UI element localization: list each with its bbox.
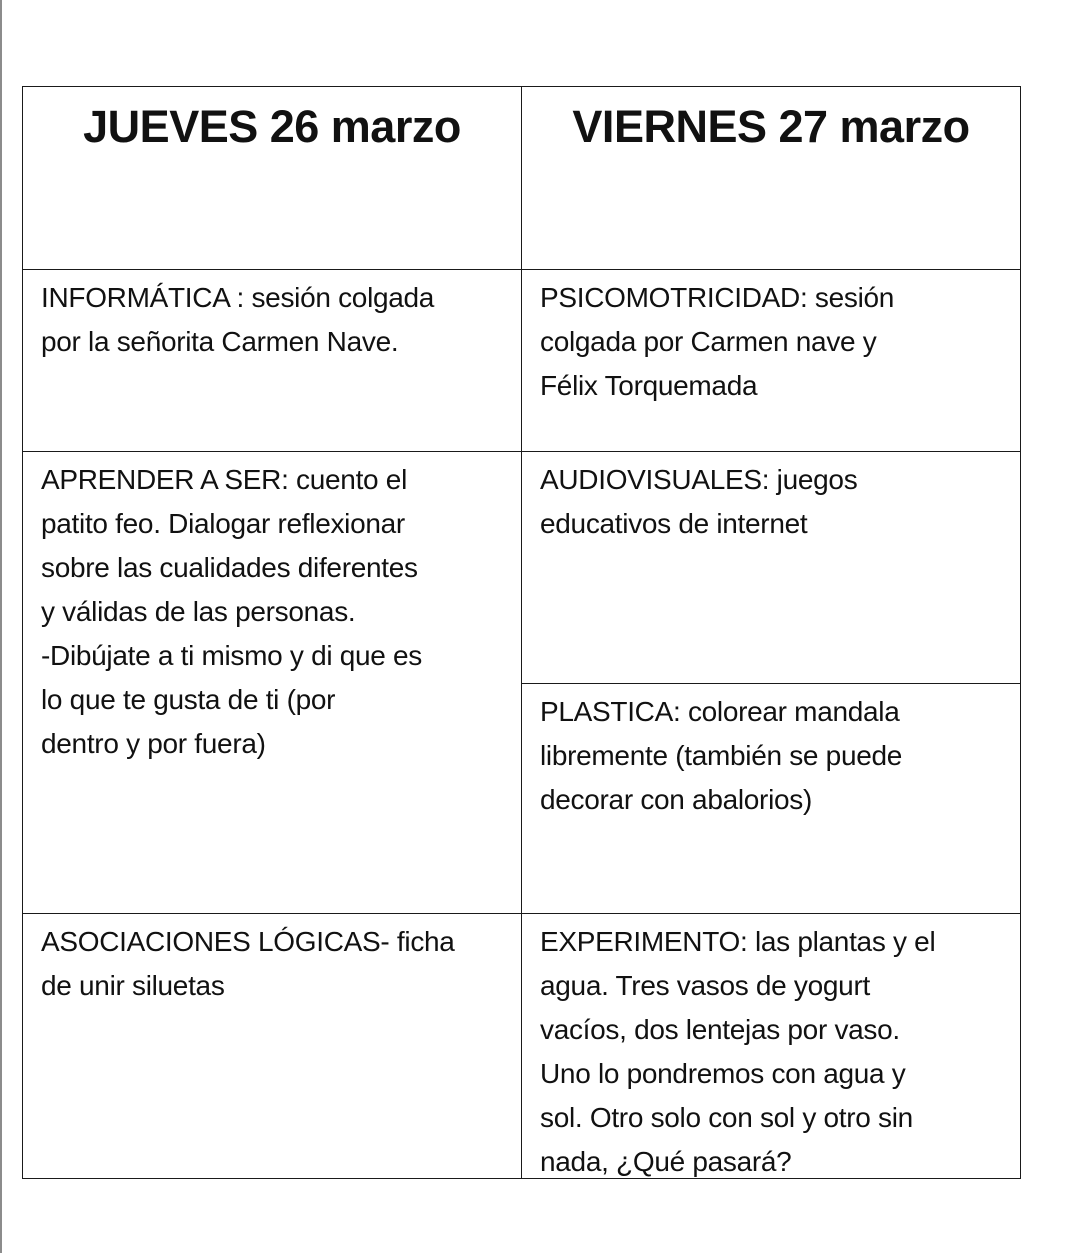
cell-audiovisuales [522, 451, 1020, 683]
cell-text-line: educativos de internet [540, 508, 808, 539]
schedule-table [22, 86, 1021, 1179]
cell-asociaciones-logicas [23, 913, 521, 1178]
cell-text-line: PSICOMOTRICIDAD: sesión [540, 282, 895, 313]
cell-text-line: lo que te gusta de ti (por [41, 684, 336, 715]
cell-text-line: y válidas de las personas. [41, 596, 356, 627]
page-edge-line [0, 0, 2, 1253]
cell-text-line: vacíos, dos lentejas por vaso. [540, 1014, 900, 1045]
cell-text-line: Uno lo pondremos con agua y [540, 1058, 906, 1089]
column-viernes [522, 87, 1020, 1178]
header-jueves [23, 87, 521, 269]
cell-text-line: ASOCIACIONES LÓGICAS- ficha [41, 926, 455, 957]
cell-text-line: de unir siluetas [41, 970, 225, 1001]
cell-text-line: sol. Otro solo con sol y otro sin [540, 1102, 913, 1133]
cell-text-line: PLASTICA: colorear mandala [540, 696, 900, 727]
cell-text-line: libremente (también se puede [540, 740, 903, 771]
cell-text-line: agua. Tres vasos de yogurt [540, 970, 870, 1001]
cell-plastica [522, 683, 1020, 913]
cell-text-line: APRENDER A SER: cuento el [41, 464, 408, 495]
cell-text-line: AUDIOVISUALES: juegos [540, 464, 858, 495]
cell-text-line: Félix Torquemada [540, 370, 758, 401]
cell-psicomotricidad [522, 269, 1020, 451]
header-viernes [522, 87, 1020, 269]
cell-text-line: colgada por Carmen nave y [540, 326, 877, 357]
cell-text-line: por la señorita Carmen Nave. [41, 326, 399, 357]
column-jueves [23, 87, 522, 1178]
cell-text-line: decorar con abalorios) [540, 784, 812, 815]
cell-informatica [23, 269, 521, 451]
cell-text-line: patito feo. Dialogar reflexionar [41, 508, 405, 539]
cell-text-line: nada, ¿Qué pasará? [540, 1146, 792, 1177]
cell-aprender-a-ser [23, 451, 521, 913]
cell-text-line: -Dibújate a ti mismo y di que es [41, 640, 423, 671]
cell-text-line: sobre las cualidades diferentes [41, 552, 418, 583]
header-jueves-text: JUEVES 26 marzo [83, 101, 461, 152]
cell-text-line: dentro y por fuera) [41, 728, 266, 759]
header-viernes-text: VIERNES 27 marzo [572, 101, 970, 152]
cell-text-line: INFORMÁTICA : sesión colgada [41, 282, 435, 313]
cell-text-line: EXPERIMENTO: las plantas y el [540, 926, 936, 957]
cell-experimento [522, 913, 1020, 1178]
